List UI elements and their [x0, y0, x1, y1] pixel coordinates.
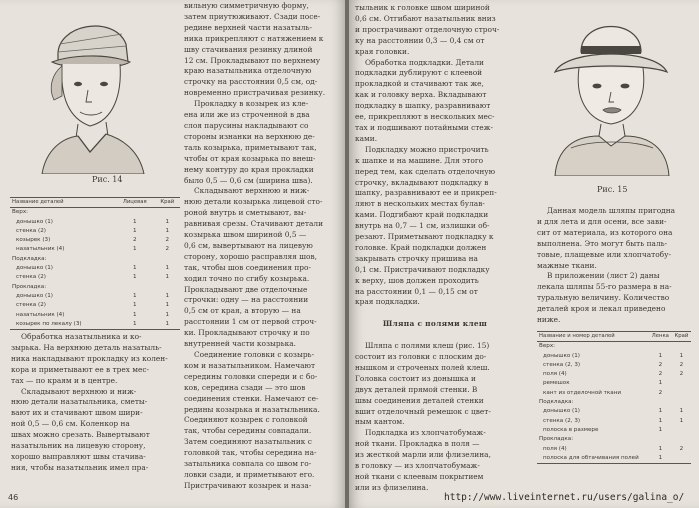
- text-line: тыльник к головке швом шириной: [355, 3, 490, 12]
- table-cell: 2: [658, 361, 663, 368]
- table-cell: Подкладка:: [12, 255, 47, 262]
- table-cell: 1: [132, 302, 137, 309]
- table-row: [537, 389, 691, 398]
- table-row: [537, 445, 691, 454]
- table-cell: 2: [658, 371, 663, 378]
- table-cell: 1: [165, 311, 170, 318]
- table-cell: 1: [658, 380, 663, 387]
- table-row: [537, 398, 691, 407]
- table-cell: 2: [679, 361, 684, 368]
- table-header: Край: [155, 198, 180, 208]
- source-url-watermark: http://www.liveinternet.ru/users/galina_o/: [444, 492, 685, 503]
- text-line: Соединение головки с козырь-: [194, 350, 315, 359]
- table-cell: 2: [165, 237, 170, 244]
- text-line: В приложении (лист 2) даны: [547, 271, 660, 281]
- table-header: Ленка: [649, 332, 672, 342]
- table-cell: 1: [679, 417, 684, 424]
- table-cell: донышко (1): [16, 218, 53, 225]
- text-line: Данная модель шляпы пригодна: [547, 206, 676, 215]
- table-row: [10, 292, 180, 301]
- text-line: выполнена. Это могут быть паль-: [537, 238, 668, 248]
- table-cell: 1: [132, 246, 137, 253]
- text-line: перед тем, как сделать отделочную: [355, 166, 496, 176]
- table-cell: [115, 283, 155, 292]
- text-line: чтобы от края козырька по внеш-: [184, 153, 316, 163]
- text-line: назатыльник на лицевую сторону,: [11, 441, 146, 451]
- table-cell: полоска для обтачивания полей: [537, 454, 649, 464]
- page-number: 46: [8, 493, 19, 502]
- table-cell: стенка (2): [16, 302, 46, 309]
- text-line: ками.: [355, 133, 378, 143]
- text-line: лекала шляпы 55-го размера в на-: [537, 282, 672, 292]
- text-line: нему контуру до края прокладки: [184, 164, 314, 174]
- table-header: Название и номер деталей: [537, 332, 649, 342]
- table-cell: 2: [679, 445, 684, 452]
- table-cell: козырек (3): [16, 237, 51, 244]
- table-cell: 1: [165, 274, 170, 281]
- table-cell: стенка (2): [16, 274, 46, 281]
- text-line: сторону, хорошо расправляя шов,: [184, 251, 317, 261]
- table-cell: 1: [132, 218, 137, 225]
- text-line: тах — по краям и в центре.: [11, 375, 118, 385]
- table-cell: 1: [165, 265, 170, 272]
- text-line: Подкладку можно пристрочить: [365, 144, 489, 154]
- text-line: ным кантом.: [355, 417, 405, 427]
- table-cell: [115, 255, 155, 264]
- text-line: роной внутрь и сметывают, вы-: [184, 208, 307, 218]
- text-line: расстоянии 1 см от первой строч-: [184, 317, 317, 327]
- text-line: 0,6 см, вывертывают на лицевую: [184, 240, 313, 250]
- text-line: так, чтобы шов соединения про-: [184, 262, 311, 272]
- table-row: [537, 417, 691, 426]
- table-header: Название деталей: [10, 198, 115, 208]
- table-cell: назатыльник (4): [16, 246, 65, 253]
- text-line: состоит из головки с плоским до-: [355, 352, 487, 361]
- text-line: подкладки дублируют с клеевой: [355, 68, 483, 78]
- text-line: товые, плащевые или хлопчатобу-: [537, 249, 671, 259]
- table-row: [537, 352, 691, 361]
- figure-14-boy-in-cap: [22, 4, 152, 174]
- text-line: строчки: одну — на расстоянии: [184, 295, 309, 305]
- table-cell: 1: [658, 352, 663, 359]
- text-line: так, чтобы середины совпадали.: [184, 426, 312, 436]
- text-line: Шляпа с полями клеш (рис. 15): [365, 341, 490, 351]
- table-cell: 2: [165, 246, 170, 253]
- table-cell: 1: [115, 320, 155, 330]
- text-line: Головка состоит из донышка и: [355, 373, 476, 383]
- text-line: швы соединения деталей стенки: [355, 395, 484, 405]
- text-line: в головку — из хлопчатобумаж-: [355, 461, 480, 471]
- table-cell: [672, 426, 691, 435]
- text-line: строчку, вкладывают подкладку в: [355, 177, 489, 187]
- text-line: затыльника совпала со швом го-: [184, 459, 312, 469]
- text-line: ния, чтобы назатыльник имел пра-: [11, 462, 149, 472]
- text-line: нюю детали козырька лицевой сто-: [184, 197, 323, 207]
- text-line: ной ткани. Прокладка в поля —: [355, 439, 480, 449]
- text-line: края подкладки.: [355, 297, 420, 307]
- table-row: [537, 379, 691, 388]
- text-line: вильную симметричную форму,: [184, 1, 309, 10]
- text-line: 12 см. Прокладывают по верхнему: [184, 55, 321, 65]
- text-line: вают их и стачивают швом шири-: [11, 408, 143, 418]
- table-cell: 1: [165, 218, 170, 225]
- text-line: деталей кроя и лекал приведено: [537, 304, 666, 314]
- text-line: строчку на расстоянии 0,5 см, од-: [184, 77, 318, 87]
- table-cell: 2: [132, 237, 137, 244]
- text-line: шапку, разравнивают ее и прикреп-: [355, 188, 497, 198]
- table-row: [10, 320, 180, 330]
- text-line: соединения стенки. Намечают се-: [184, 393, 319, 403]
- text-line: резают. Приметывают подкладку к: [355, 232, 494, 242]
- table-row: [537, 407, 691, 416]
- text-line: подкладку в шапку, разравнивают: [355, 101, 491, 111]
- table-cell: козырек по лекалу (3): [10, 320, 115, 330]
- table-cell: [672, 379, 691, 388]
- table-row: [10, 273, 180, 282]
- text-line: Складывают верхнюю и ниж-: [21, 386, 137, 396]
- table-row: [537, 342, 691, 352]
- text-line: 0,5 см от края, а вторую — на: [184, 306, 301, 316]
- text-line: мажные ткани.: [537, 260, 597, 270]
- table-cell: 1: [658, 417, 663, 424]
- table-cell: [155, 208, 180, 218]
- text-line: и прострачивают отделочную строч-: [355, 24, 500, 34]
- table-cell: 1: [649, 454, 672, 464]
- table-cell: [649, 435, 672, 444]
- text-line: вшит отделочный ремешок с цвет-: [355, 406, 491, 416]
- text-line: 0,6 см. Отгибают назатыльник вниз: [355, 13, 496, 23]
- text-line: кора и приметывают ее в трех мес-: [11, 364, 150, 374]
- text-line: Обработка назатыльника и ко-: [21, 332, 142, 341]
- table-row: [10, 227, 180, 236]
- figure-15-girl-in-flared-hat: [541, 8, 681, 176]
- table-cell: [672, 435, 691, 444]
- left-page: [0, 0, 346, 508]
- text-line: головке. Край подкладки должен: [355, 242, 487, 252]
- text-line: тах и подшивают потайными стеж-: [355, 122, 493, 132]
- table-cell: Верх:: [12, 209, 29, 216]
- table-cell: 1: [132, 265, 137, 272]
- text-line: края головки.: [355, 46, 410, 56]
- text-line: Пристрачивают козырек и наза-: [184, 480, 312, 490]
- table-cell: стенка (2, 3): [543, 417, 581, 424]
- text-line: как и головку верха. Вкладывают: [355, 90, 487, 100]
- text-line: прокладкой и стачивают так же,: [355, 79, 484, 89]
- text-line: середины головки спереди и с бо-: [184, 371, 318, 381]
- table-cell: Подкладка:: [539, 399, 574, 406]
- table-cell: 1: [679, 408, 684, 415]
- text-line: ее, прикрепляют в нескольких мес-: [355, 112, 495, 122]
- table-cell: полоска в размере: [543, 426, 599, 433]
- text-line: и для лета и для осени, все зави-: [537, 216, 667, 226]
- table-row: [537, 370, 691, 379]
- text-line: новременно пристрачивая резинку.: [184, 88, 326, 98]
- table-cell: донышко (1): [543, 352, 580, 359]
- figure-15-caption: Рис. 15: [597, 185, 628, 194]
- right-column-3-text: [355, 3, 515, 494]
- text-line: закрывать строчку пришива на: [355, 253, 478, 263]
- table-cell: [115, 208, 155, 218]
- table-cell: 2: [658, 389, 663, 396]
- left-parts-table: [10, 197, 180, 330]
- text-line: двух деталей прямой стенки. В: [355, 384, 478, 394]
- text-line: стороны изнанки на верхнюю де-: [184, 131, 315, 141]
- text-line: ника прикрепляют с натяжением к: [184, 33, 324, 43]
- text-line: туральную величину. Количество: [537, 293, 670, 303]
- table-cell: 1: [658, 408, 663, 415]
- text-line: или из флизелина.: [355, 482, 429, 492]
- text-line: Шляпа с полями клеш: [382, 319, 488, 329]
- table-cell: 1: [132, 274, 137, 281]
- table-cell: [672, 342, 691, 352]
- text-line: [355, 308, 515, 319]
- text-line: Обработка подкладки. Детали: [365, 57, 484, 67]
- text-line: редине верхней части назатыль-: [184, 22, 312, 32]
- text-line: Прокладку в козырек из кле-: [194, 99, 309, 109]
- table-row: [537, 435, 691, 444]
- table-cell: 1: [658, 426, 663, 433]
- table-cell: донышко (1): [543, 408, 580, 415]
- table-cell: 2: [679, 371, 684, 378]
- text-line: затем приутюживают. Сзади посе-: [184, 11, 321, 21]
- table-cell: ремешок: [543, 380, 570, 387]
- text-line: ной 0,5 — 0,6 см. Коленкор на: [11, 419, 130, 429]
- text-line: 0,1 см. Пристрачивают подкладку: [355, 264, 490, 274]
- text-line: ниже.: [537, 315, 561, 325]
- table-cell: [649, 342, 672, 352]
- text-line: редины козырька и назатыльника.: [184, 404, 320, 414]
- table-cell: 1: [165, 292, 170, 299]
- text-line: ника накладывают прокладку из колен-: [11, 353, 168, 363]
- table-cell: стенка (2): [16, 227, 46, 234]
- text-line: нюю детали назатыльника, сметы-: [11, 397, 148, 407]
- left-column-1-text: [11, 332, 169, 474]
- table-cell: стенка (2, 3): [543, 361, 581, 368]
- text-line: Соединяют козырек с головкой: [184, 415, 308, 425]
- table-cell: 1: [132, 227, 137, 234]
- text-line: к шапке и на машине. Для этого: [355, 155, 484, 165]
- table-row: [10, 245, 180, 254]
- text-line: Прокладывают две отделочные: [184, 284, 308, 294]
- table-cell: кант из отделочной ткани: [543, 389, 622, 396]
- text-line: краю назатыльника отделочную: [184, 66, 312, 76]
- table-cell: Прокладка:: [12, 283, 47, 290]
- table-row: [10, 283, 180, 292]
- text-line: на расстоянии 0,1 — 0,15 см от: [355, 286, 478, 296]
- text-line: из жесткой марли или флизелина,: [355, 450, 491, 460]
- text-line: зырька. На верхнюю деталь назатыль-: [11, 342, 162, 352]
- table-cell: поля (4): [543, 371, 567, 378]
- table-header: Край: [672, 332, 691, 342]
- table-cell: 1: [132, 292, 137, 299]
- text-line: ку на расстоянии 0,3 — 0,4 см от: [355, 35, 485, 45]
- text-line: головкой так, чтобы середина на-: [184, 448, 317, 458]
- text-line: равнивая срезы. Стачивают детали: [184, 219, 324, 229]
- table-row: [537, 426, 691, 435]
- text-line: сит от материала, из которого она: [537, 227, 673, 237]
- text-line: внутрь на 0,7 — 1 см, излишки об-: [355, 221, 490, 231]
- table-row: [537, 454, 691, 464]
- table-cell: 1: [155, 320, 180, 330]
- text-line: шву стачивания резинку длиной: [184, 44, 313, 54]
- figure-14-caption: Рис. 14: [92, 175, 123, 184]
- text-line: хорошо выправляют швы стачива-: [11, 451, 146, 461]
- table-row: [10, 255, 180, 264]
- text-line: ена или же из строченной в два: [184, 110, 310, 120]
- table-cell: 1: [165, 227, 170, 234]
- text-line: швах можно срезать. Вывертывают: [11, 430, 150, 440]
- table-cell: [649, 398, 672, 407]
- text-line: ков, середина сзади — это шов: [184, 382, 306, 392]
- text-line: Затем соединяют назатыльник с: [184, 437, 312, 447]
- text-line: ками. Подгибают край подкладки: [355, 210, 489, 220]
- table-cell: донышко (1): [16, 265, 53, 272]
- text-line: ходил точно по сгибу козырька.: [184, 273, 310, 283]
- text-line: Подкладка из хлопчатобумаж-: [365, 428, 486, 438]
- table-cell: [672, 454, 691, 464]
- text-line: ком и назатыльником. Намечают: [184, 360, 316, 370]
- text-line: внутренней части козырька.: [184, 339, 297, 349]
- table-row: [10, 208, 180, 218]
- table-cell: Прокладка:: [539, 436, 574, 443]
- table-cell: [155, 255, 180, 264]
- text-line: ной ткани с клеевым покрытием: [355, 471, 484, 481]
- table-cell: донышко (1): [16, 292, 53, 299]
- table-cell: 1: [132, 311, 137, 318]
- table-cell: 1: [658, 445, 663, 452]
- table-header: Лицевая: [115, 198, 155, 208]
- text-line: нышком и строченых полей клеш.: [355, 362, 490, 372]
- table-row: [10, 311, 180, 320]
- table-row: [537, 361, 691, 370]
- table-cell: [672, 389, 691, 398]
- left-column-2-text: [184, 1, 340, 492]
- text-line: козырька швом шириной 0,5 —: [184, 230, 307, 240]
- table-row: [10, 301, 180, 310]
- text-line: таль козырька, приметывают так,: [184, 142, 317, 152]
- right-column-4-text: [537, 206, 692, 326]
- table-cell: поля (4): [543, 445, 567, 452]
- table-row: [10, 236, 180, 245]
- text-line: ловки сзади, и приметывают его.: [184, 469, 315, 479]
- table-row: [10, 264, 180, 273]
- table-row: [10, 218, 180, 227]
- table-cell: 1: [679, 352, 684, 359]
- table-cell: [155, 283, 180, 292]
- right-page: [349, 0, 699, 508]
- right-parts-table: [537, 331, 691, 464]
- text-line: к верху, шов должен проходить: [355, 275, 479, 285]
- table-cell: 1: [165, 302, 170, 309]
- text-line: Складывают верхнюю и ниж-: [194, 186, 310, 196]
- table-cell: [672, 398, 691, 407]
- text-line: было 0,5 — 0,6 см (ширина шва).: [184, 175, 313, 185]
- table-cell: назатыльник (4): [16, 311, 65, 318]
- text-line: [355, 330, 515, 341]
- text-line: слоя парусины накладывают со: [184, 120, 309, 130]
- text-line: ки. Прокладывают строчку и по: [184, 328, 310, 338]
- table-cell: Верх:: [539, 343, 556, 350]
- text-line: ляют в нескольких местах булав-: [355, 199, 485, 209]
